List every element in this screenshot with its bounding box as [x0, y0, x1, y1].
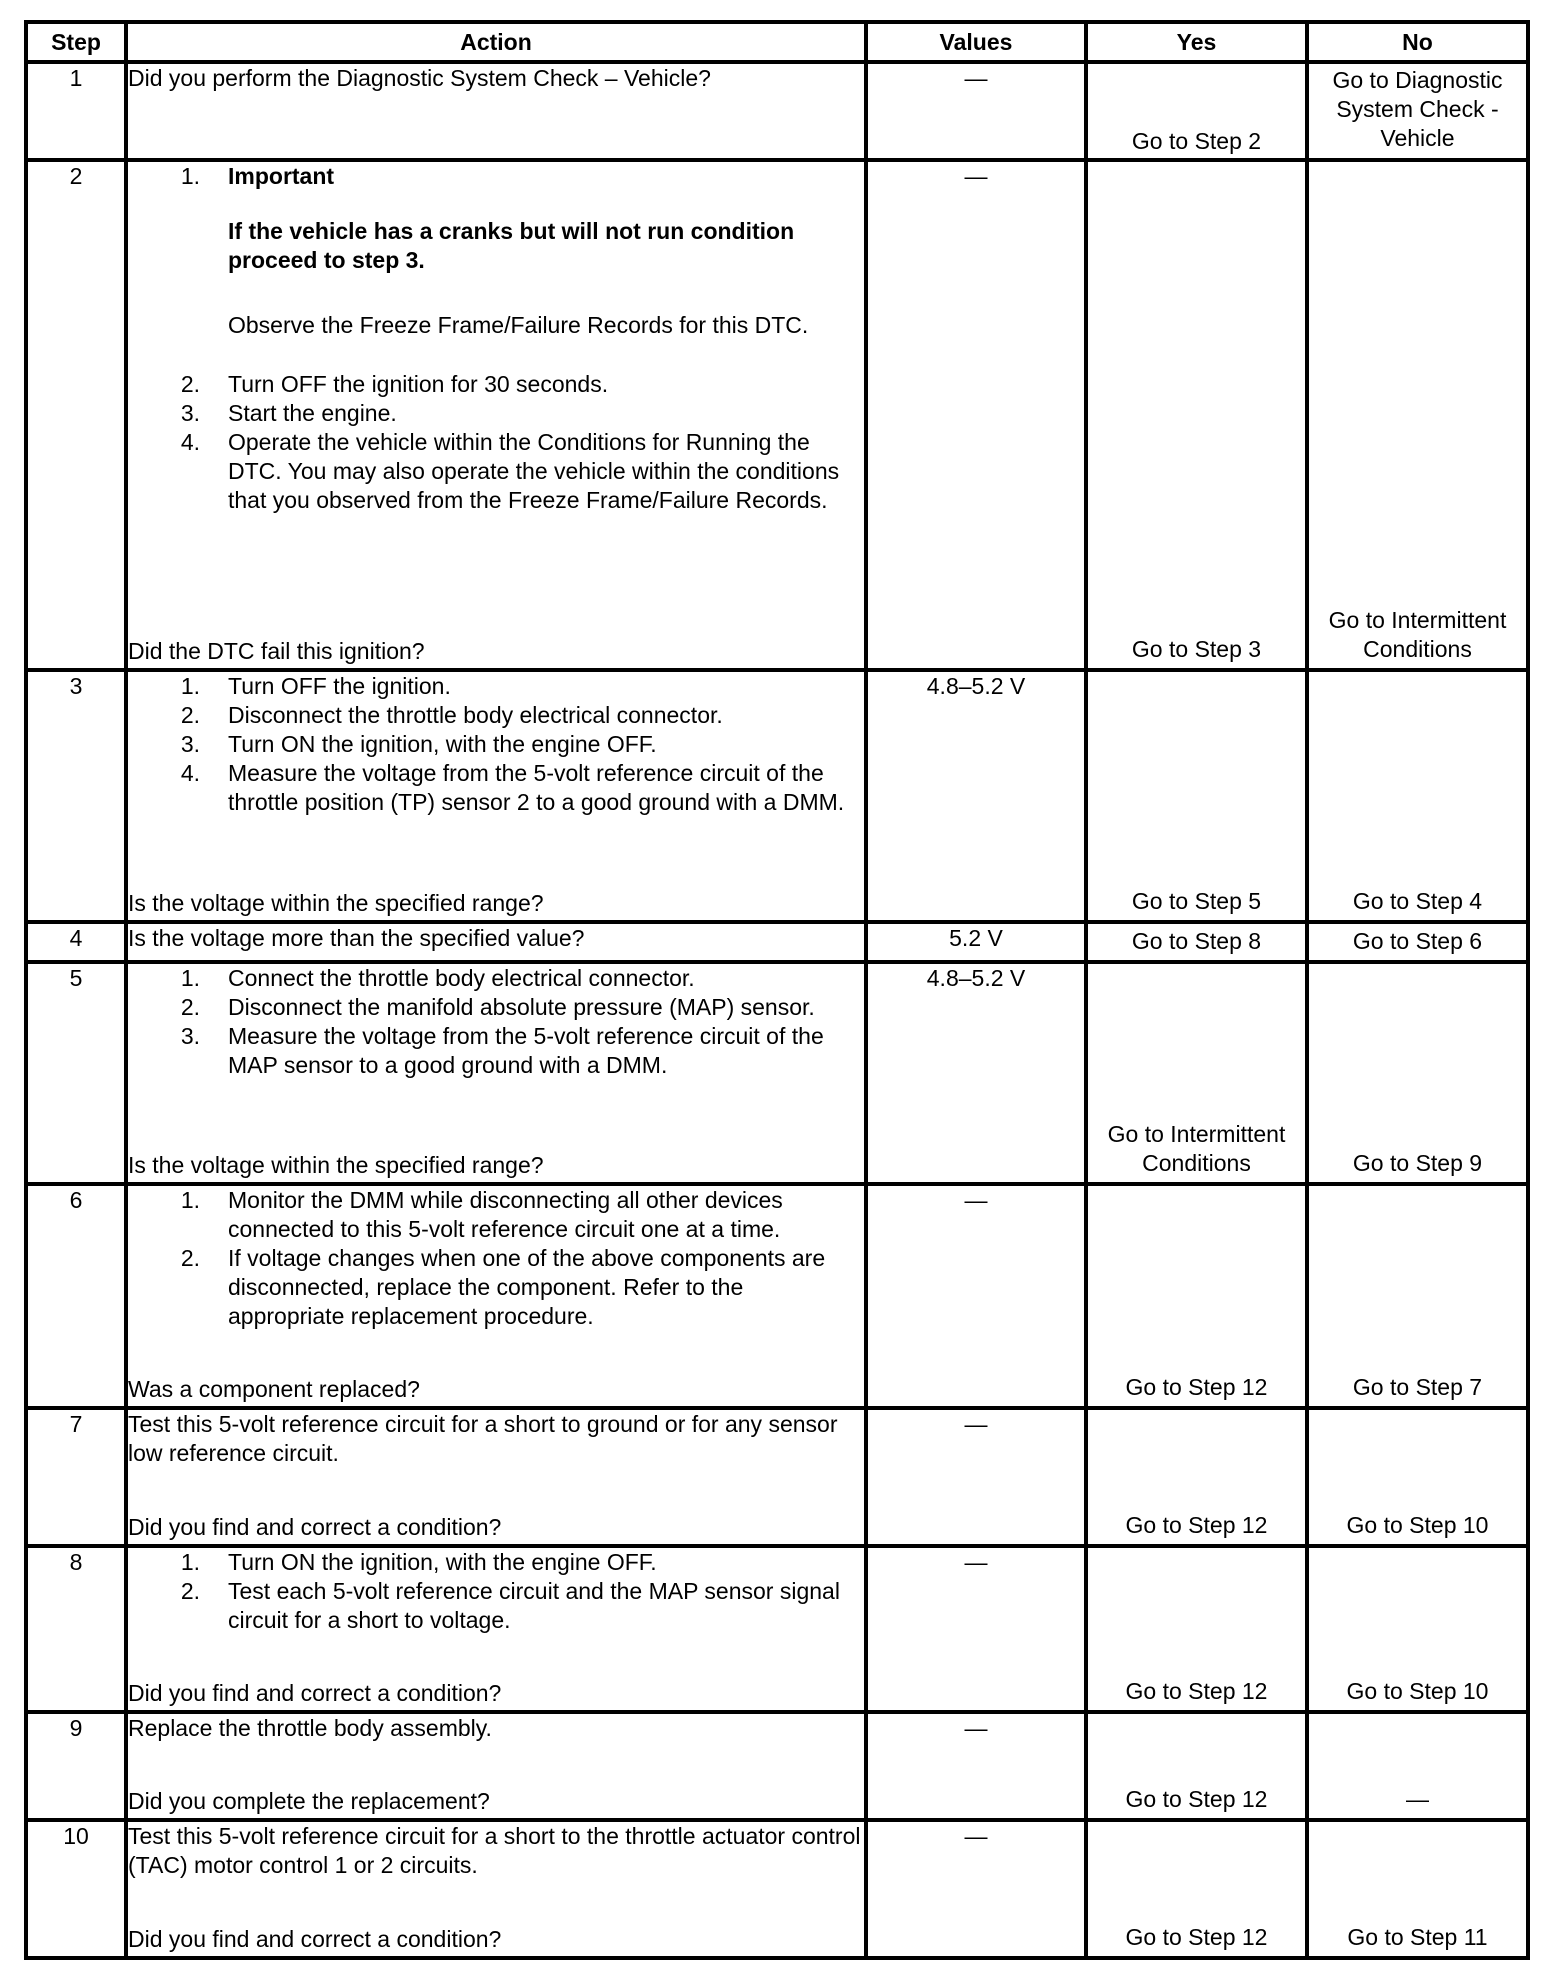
question-text: Did you find and correct a condition?: [128, 1926, 502, 1952]
table-row: [26, 922, 1528, 962]
yes-text: Go to Step 12: [1125, 1786, 1268, 1812]
header-step: Step: [26, 22, 126, 62]
value-cell: —: [866, 160, 1086, 670]
action-cell: [126, 1546, 866, 1712]
action-cell: [126, 962, 866, 1184]
question-text: Was a component replaced?: [128, 1376, 420, 1402]
value-cell: —: [866, 62, 1086, 160]
list-item: 2. Turn OFF the ignition for 30 seconds.: [180, 371, 609, 397]
no-cell: [1307, 1184, 1528, 1408]
value-cell: —: [866, 1408, 1086, 1546]
value-cell: 4.8–5.2 V: [866, 670, 1086, 922]
list-item: 1. Turn OFF the ignition.: [180, 673, 451, 699]
no-cell: [1307, 922, 1528, 962]
list-item: 2. If voltage changes when one of the above components are disconnected, replace the component. Refer to the appropriate replacement procedure.: [180, 1245, 826, 1329]
list-item: 3. Start the engine.: [180, 400, 397, 426]
list-item: 2. Test each 5-volt reference circuit and the MAP sensor signal circuit for a short to voltage.: [180, 1578, 840, 1633]
table-row: [26, 1408, 1528, 1546]
value-cell: —: [866, 1546, 1086, 1712]
step-number: 5: [26, 962, 126, 1184]
no-text: Go to Step 11: [1347, 1924, 1488, 1950]
step-number: 7: [26, 1408, 126, 1546]
table-row: [26, 160, 1528, 670]
question-text: Did you find and correct a condition?: [128, 1514, 502, 1540]
header-row: [26, 22, 1528, 62]
procedure-list: [128, 1548, 864, 1635]
no-text: Go to Step 7: [1352, 1374, 1483, 1400]
no-cell: [1307, 62, 1528, 160]
yes-cell: [1086, 1820, 1307, 1958]
question-text: Did you find and correct a condition?: [128, 1680, 502, 1706]
list-item: 3. Turn ON the ignition, with the engine OFF.: [180, 731, 657, 757]
action-text: Test this 5-volt reference circuit for a short to the throttle actuator control (TAC) motor control 1 or 2 circuits.: [128, 1823, 861, 1878]
no-cell: [1307, 962, 1528, 1184]
yes-text: Go to Step 12: [1125, 1374, 1268, 1400]
header-values: Values: [866, 22, 1086, 62]
question-text: Is the voltage more than the specified value?: [128, 925, 585, 951]
action-text: Test this 5-volt reference circuit for a short to ground or for any sensor low reference circuit.: [128, 1411, 838, 1466]
action-text: Did you perform the Diagnostic System Check – Vehicle?: [128, 65, 711, 91]
step-number: 2: [26, 160, 126, 670]
yes-cell: [1086, 1184, 1307, 1408]
action-cell: [126, 1408, 866, 1546]
important-bold-text: If the vehicle has a cranks but will not run condition proceed to step 3.: [228, 218, 795, 273]
value-cell: —: [866, 1820, 1086, 1958]
yes-text: Go to Step 2: [1131, 128, 1262, 154]
yes-text: Go to Step 5: [1131, 888, 1262, 914]
action-cell: [126, 670, 866, 922]
action-cell: [126, 922, 866, 962]
no-cell: [1307, 1820, 1528, 1958]
table-row: [26, 62, 1528, 160]
no-text: —: [1406, 1786, 1429, 1812]
list-item: 1. Connect the throttle body electrical connector.: [180, 965, 695, 991]
yes-cell: [1086, 1712, 1307, 1820]
no-cell: [1307, 1408, 1528, 1546]
no-cell: [1307, 670, 1528, 922]
list-item: 3. Measure the voltage from the 5-volt reference circuit of the MAP sensor to a good ground with a DMM.: [180, 1023, 824, 1078]
step-number: 4: [26, 922, 126, 962]
action-cell: [126, 1820, 866, 1958]
table-row: [26, 1546, 1528, 1712]
yes-text: Go to Step 8: [1131, 928, 1262, 954]
no-text: Go to Step 6: [1352, 928, 1483, 954]
important-title: Important: [228, 163, 335, 189]
list-item: 1. Important If the vehicle has a cranks but will not run condition proceed to step 3. Observe the Freeze Frame/Failure Records for this DTC.: [128, 162, 864, 370]
list-item: 4. Operate the vehicle within the Conditions for Running the DTC. You may also operate the vehicle within the conditions that you observed from the Freeze Frame/Failure Records.: [180, 429, 840, 513]
step-number: 9: [26, 1712, 126, 1820]
action-text: Replace the throttle body assembly.: [128, 1715, 492, 1741]
procedure-list: [128, 964, 864, 1080]
diagnostic-table: [24, 20, 1530, 1960]
yes-cell: [1086, 1408, 1307, 1546]
procedure-list: [128, 1186, 864, 1331]
action-cell: [126, 62, 866, 160]
list-item: 1. Turn ON the ignition, with the engine OFF.: [180, 1549, 657, 1575]
no-cell: [1307, 1712, 1528, 1820]
yes-cell: [1086, 62, 1307, 160]
no-text: Go to Intermittent Conditions: [1328, 607, 1507, 662]
action-cell: [126, 160, 866, 670]
no-text: Go to Step 4: [1352, 888, 1483, 914]
no-cell: [1307, 1546, 1528, 1712]
list-item: 1. Monitor the DMM while disconnecting all other devices connected to this 5-volt reference circuit one at a time.: [180, 1187, 783, 1242]
yes-text: Go to Step 12: [1125, 1678, 1268, 1704]
step-number: 6: [26, 1184, 126, 1408]
no-text: Go to Step 10: [1346, 1512, 1489, 1538]
header-no: No: [1307, 22, 1528, 62]
yes-cell: [1086, 922, 1307, 962]
question-text: Did you complete the replacement?: [128, 1788, 490, 1814]
header-yes: Yes: [1086, 22, 1307, 62]
action-cell: [126, 1184, 866, 1408]
table-row: [26, 1820, 1528, 1958]
header-action: Action: [126, 22, 866, 62]
question-text: Is the voltage within the specified range?: [128, 890, 544, 916]
procedure-list: [128, 672, 864, 817]
no-text: Go to Step 10: [1346, 1678, 1489, 1704]
step-number: 8: [26, 1546, 126, 1712]
step-number: 1: [26, 62, 126, 160]
value-cell: —: [866, 1712, 1086, 1820]
value-cell: 4.8–5.2 V: [866, 962, 1086, 1184]
question-text: Did the DTC fail this ignition?: [128, 638, 425, 664]
yes-text: Go to Step 3: [1131, 636, 1262, 662]
no-text: Go to Diagnostic System Check - Vehicle: [1332, 67, 1503, 151]
yes-cell: [1086, 160, 1307, 670]
list-item: 2. Disconnect the throttle body electrical connector.: [180, 702, 723, 728]
list-item: 2. Disconnect the manifold absolute pressure (MAP) sensor.: [180, 994, 815, 1020]
important-note: Observe the Freeze Frame/Failure Records for this DTC.: [228, 312, 809, 338]
no-cell: [1307, 160, 1528, 670]
step-number: 3: [26, 670, 126, 922]
yes-text: Go to Step 12: [1125, 1512, 1268, 1538]
no-text: Go to Step 9: [1352, 1150, 1483, 1176]
step-number: 10: [26, 1820, 126, 1958]
yes-cell: [1086, 962, 1307, 1184]
yes-cell: [1086, 670, 1307, 922]
table-row: [26, 1184, 1528, 1408]
yes-text: Go to Intermittent Conditions: [1107, 1121, 1286, 1176]
question-text: Is the voltage within the specified range?: [128, 1152, 544, 1178]
table-row: [26, 1712, 1528, 1820]
table-row: [26, 670, 1528, 922]
yes-cell: [1086, 1546, 1307, 1712]
yes-text: Go to Step 12: [1125, 1924, 1268, 1950]
table-row: [26, 962, 1528, 1184]
procedure-list: [128, 162, 864, 515]
list-item: 4. Measure the voltage from the 5-volt reference circuit of the throttle position (TP) sensor 2 to a good ground with a DMM.: [180, 760, 845, 815]
value-cell: 5.2 V: [866, 922, 1086, 962]
value-cell: —: [866, 1184, 1086, 1408]
action-cell: [126, 1712, 866, 1820]
